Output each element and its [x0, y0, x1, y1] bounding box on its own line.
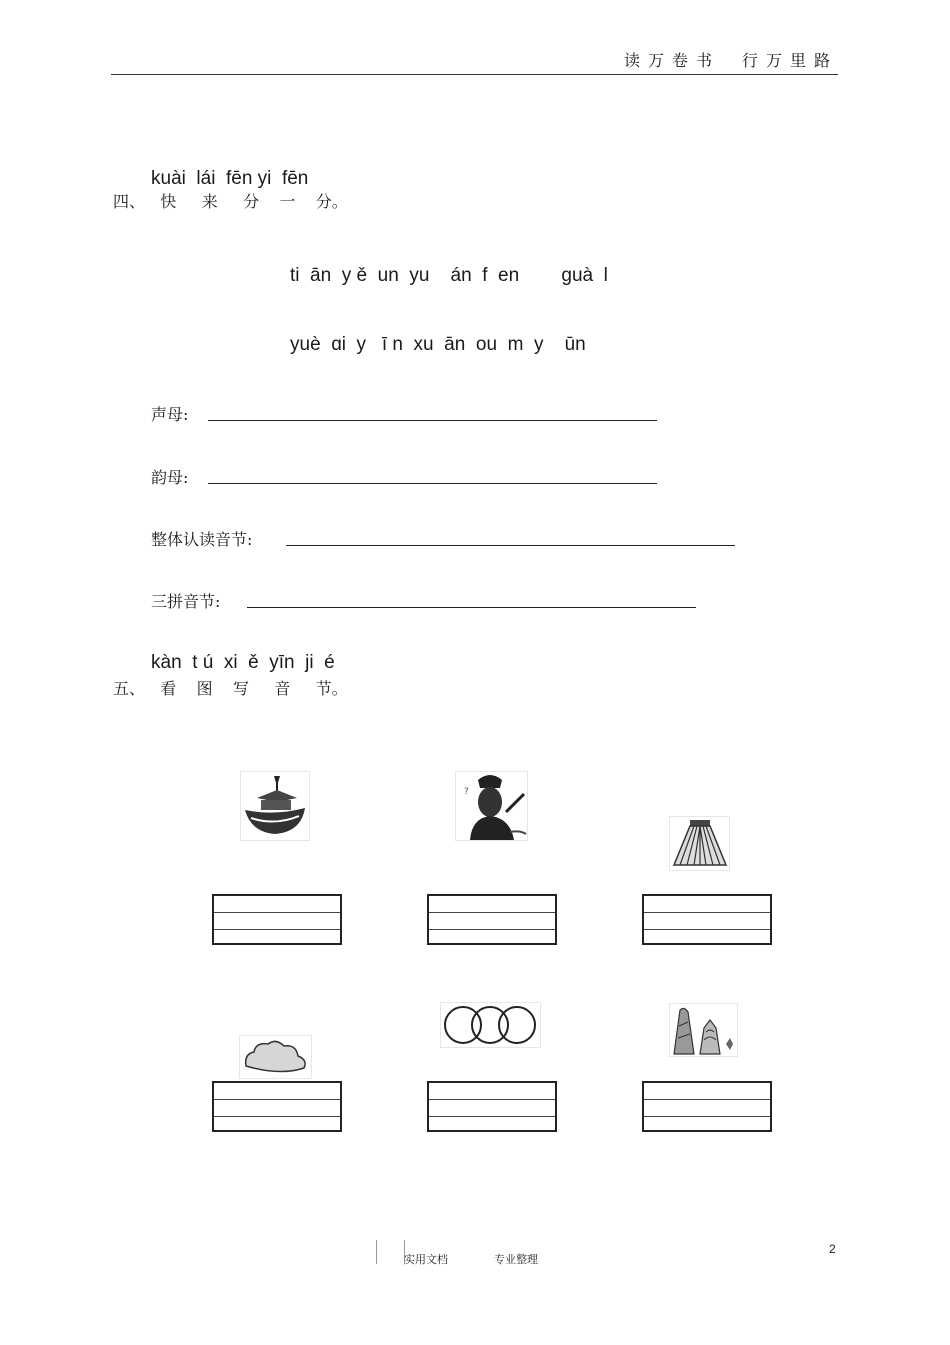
- page-header: [624, 48, 838, 71]
- writing-grid-skirt[interactable]: [642, 894, 772, 945]
- section5-pinyin: kàn t ú xi ě yīn ji é: [151, 652, 335, 673]
- answer-line-whole-syllables[interactable]: [286, 545, 735, 546]
- skirt-icon: [670, 817, 729, 870]
- answer-line-three-part-syllables[interactable]: [247, 607, 696, 608]
- bamboo-picture: [669, 1003, 738, 1057]
- cloud-icon: [240, 1036, 311, 1078]
- boat-picture: [240, 771, 310, 841]
- syllables-row-2: yuè ɑi y ī n xu ān ou m y ūn: [290, 334, 586, 355]
- header-right-text: 行万里路: [741, 51, 838, 70]
- man-hat-icon: [456, 772, 527, 840]
- man-picture: [455, 771, 528, 841]
- footer-left-text: 实用文档: [404, 1253, 448, 1266]
- writing-grid-boat[interactable]: [212, 894, 342, 945]
- skirt-picture: [669, 816, 730, 871]
- page-number: 2: [829, 1242, 836, 1256]
- section5-title: 五、 看 图 写 音 节。: [113, 679, 348, 698]
- writing-grid-bamboo[interactable]: [642, 1081, 772, 1132]
- answer-line-initials[interactable]: [208, 420, 657, 421]
- cloud-picture: [239, 1035, 312, 1079]
- field-label-finals: 韵母:: [151, 468, 189, 487]
- writing-grid-rings[interactable]: [427, 1081, 557, 1132]
- svg-text:?: ?: [464, 787, 469, 797]
- section4-title: 四、 快 来 分 一 分。: [113, 192, 348, 211]
- bamboo-shoot-icon: [670, 1004, 737, 1056]
- writing-grid-man[interactable]: [427, 894, 557, 945]
- rings-picture: [440, 1002, 541, 1048]
- writing-grid-cloud[interactable]: [212, 1081, 342, 1132]
- header-left-text: 读万卷书: [623, 51, 720, 70]
- header-rule: [111, 74, 838, 75]
- footer-divider-left: [376, 1240, 377, 1264]
- boat-icon: [241, 772, 309, 840]
- field-label-whole-syllables: 整体认读音节:: [151, 530, 253, 549]
- syllables-row-1: ti ān y ě un yu án f en guà l: [290, 265, 608, 286]
- field-label-initials: 声母:: [151, 405, 189, 424]
- section4-pinyin: kuài lái fēn yi fēn: [151, 168, 309, 189]
- field-label-three-part-syllables: 三拼音节:: [151, 592, 221, 611]
- rings-icon: [441, 1003, 540, 1047]
- footer-right-text: 专业整理: [494, 1253, 538, 1266]
- answer-line-finals[interactable]: [208, 483, 657, 484]
